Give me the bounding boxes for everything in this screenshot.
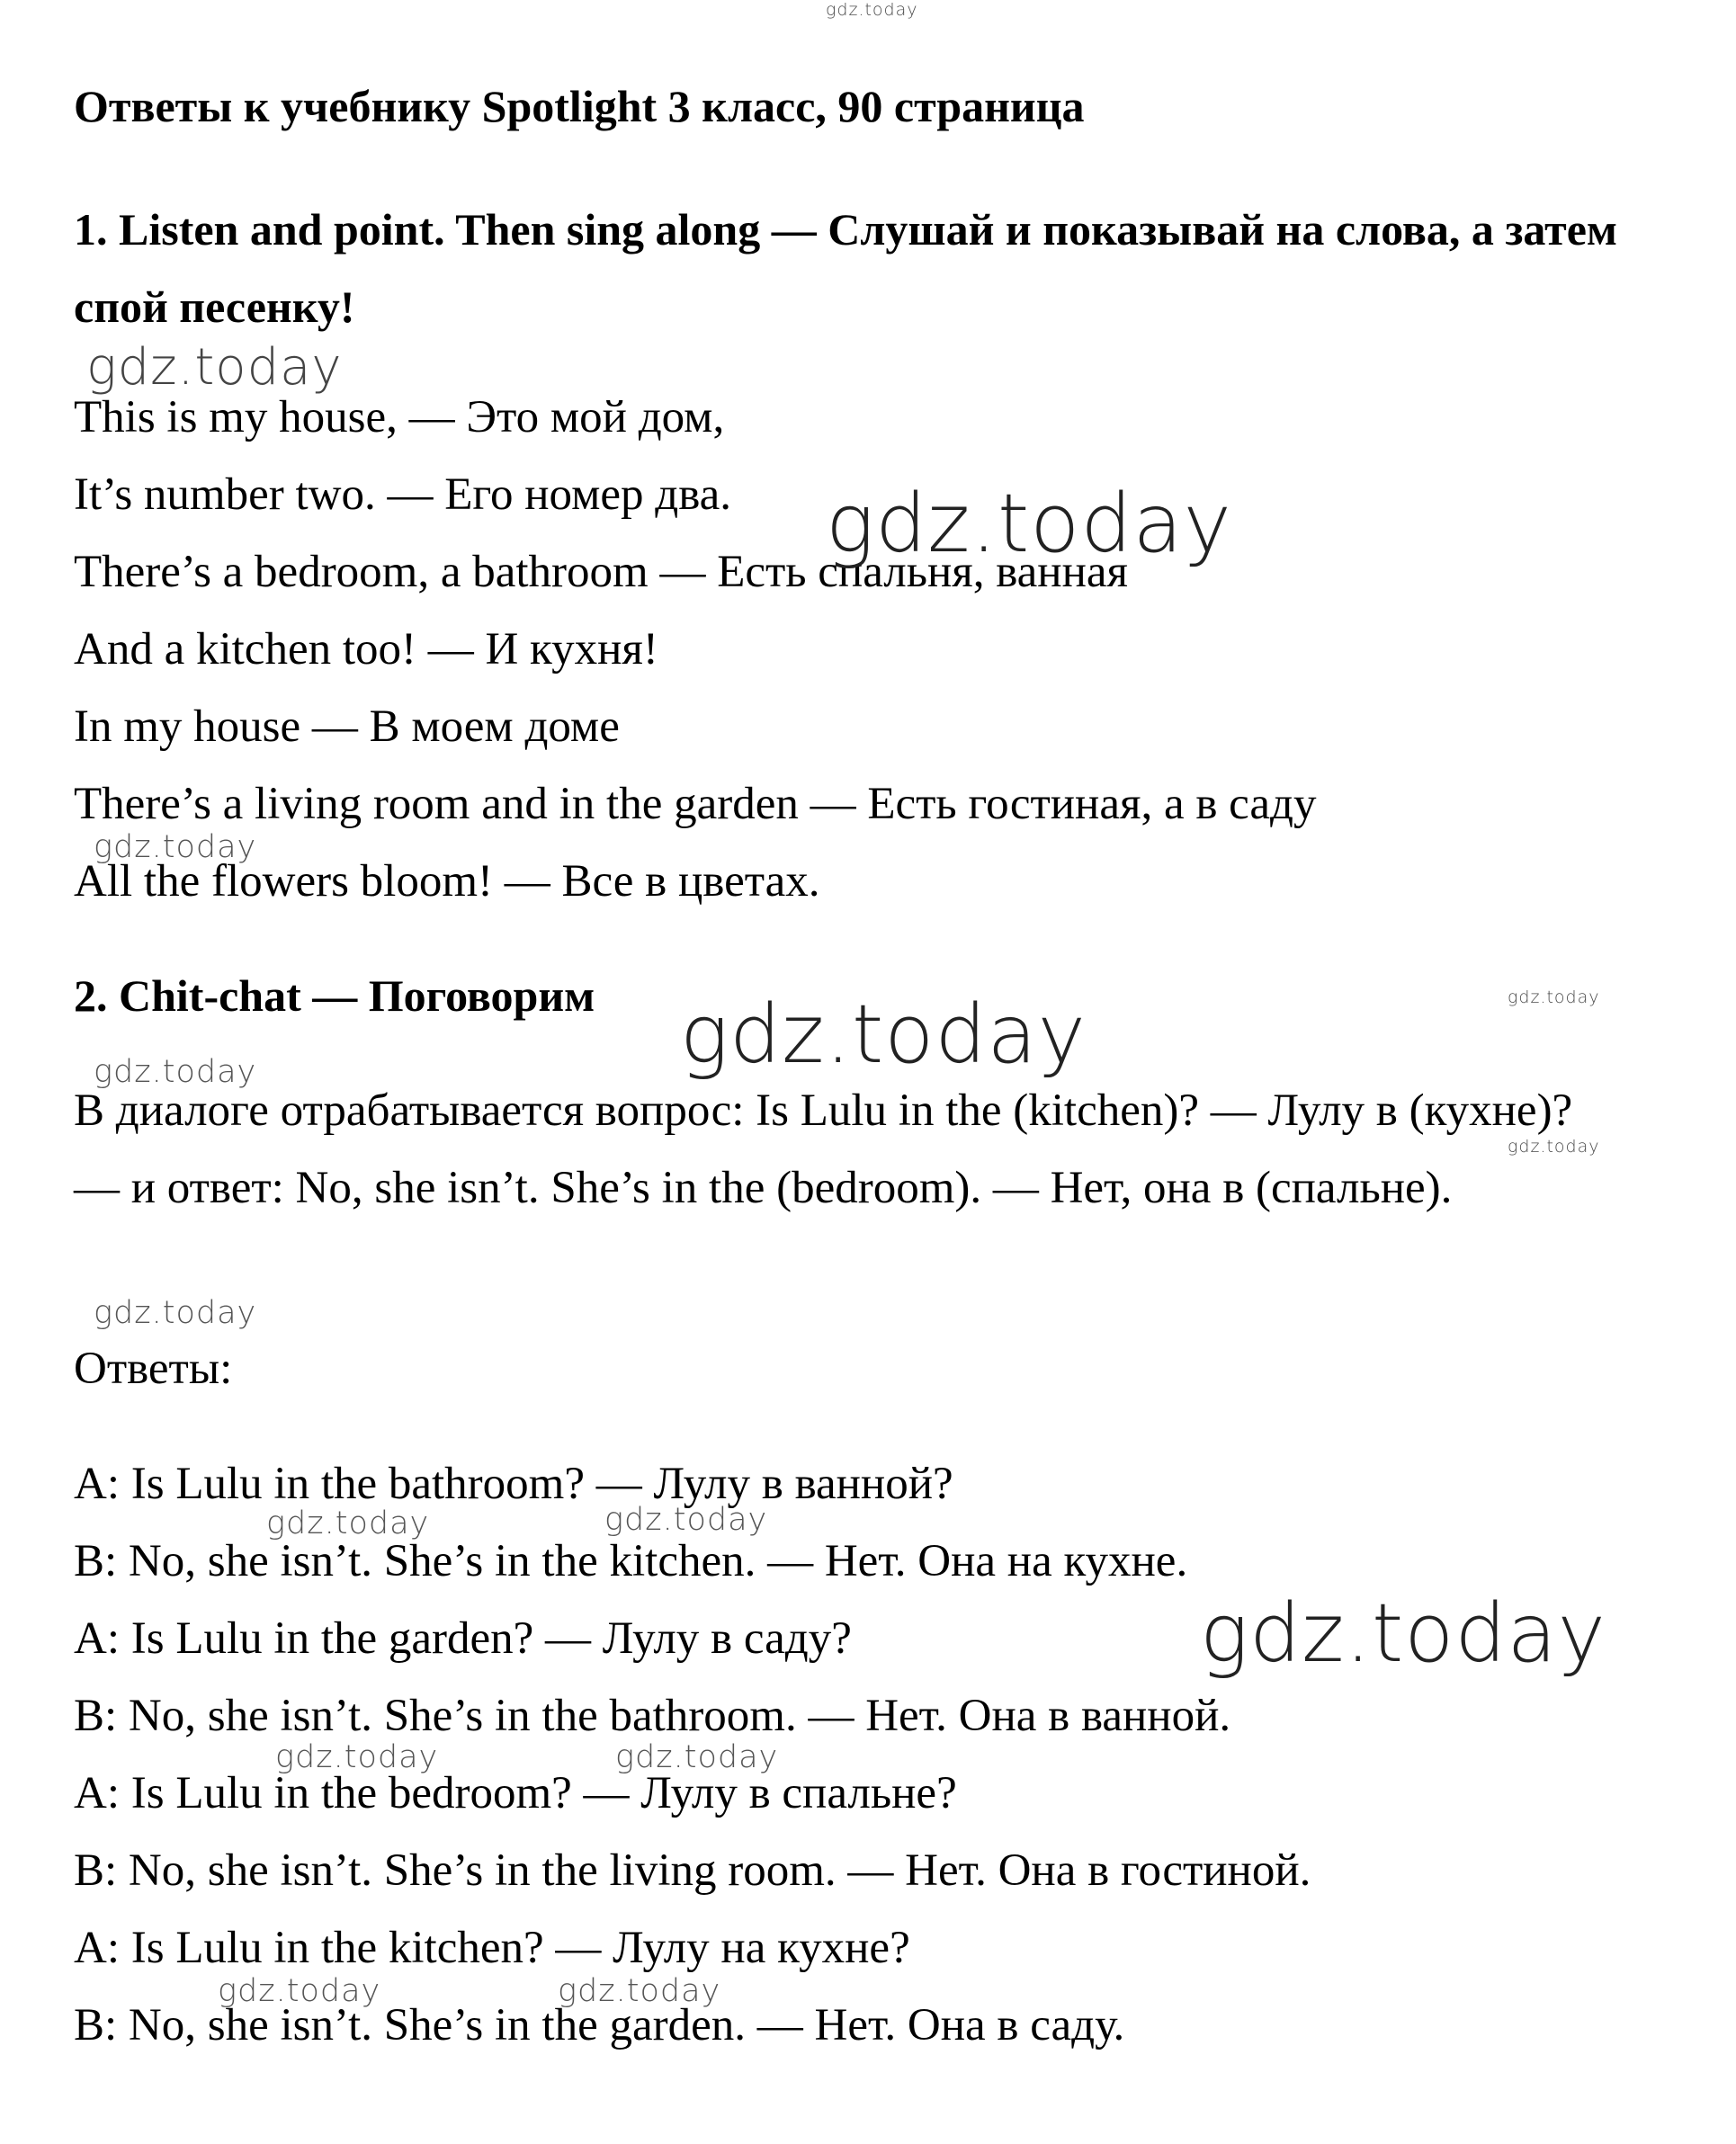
watermark: gdz.today — [94, 1054, 257, 1090]
watermark: gdz.today — [1508, 1137, 1600, 1157]
dialogue-line: B: No, she isn’t. She’s in the living room. — Нет. Она в гостиной. — [74, 1845, 1311, 1896]
watermark: gdz.today — [1508, 987, 1600, 1007]
song-line: All the flowers bloom! — Все в цветах. — [74, 856, 820, 907]
watermark: gdz.today — [558, 1973, 721, 2009]
dialogue-line: A: Is Lulu in the garden? — Лулу в саду? — [74, 1613, 852, 1664]
watermark: gdz.today — [266, 1505, 430, 1541]
dialogue-description: В диалоге отрабатывается вопрос: Is Lulu in the (kitchen)? — Лулу в (кухне)? — и ответ: No, she isn’t. She’s in the (bedroom). — Нет, она в (спальне). — [74, 1085, 1573, 1213]
song-line: This is my house, — Это мой дом, — [74, 392, 725, 442]
song-line: There’s a living room and in the garden — Есть гостиная, а в саду — [74, 779, 1317, 829]
watermark: gdz.today — [86, 338, 343, 397]
watermark: gdz.today — [826, 477, 1232, 571]
watermark: gdz.today — [1200, 1586, 1606, 1681]
watermark: gdz.today — [615, 1739, 779, 1775]
watermark: gdz.today — [94, 829, 257, 865]
page-title: Ответы к учебнику Spotlight 3 класс, 90 страница — [74, 81, 1085, 131]
watermark: gdz.today — [680, 987, 1087, 1082]
section2-heading: 2. Chit-chat — Поговорим — [74, 970, 595, 1021]
watermark: gdz.today — [218, 1973, 381, 2009]
dialogue-line: A: Is Lulu in the kitchen? — Лулу на кухне? — [74, 1923, 910, 1973]
song-line: It’s number two. — Его номер два. — [74, 469, 731, 520]
watermark: gdz.today — [94, 1295, 257, 1331]
dialogue-line: B: No, she isn’t. She’s in the garden. — Нет. Она в саду. — [74, 2000, 1125, 2050]
dialogue-line: B: No, she isn’t. She’s in the kitchen. — Нет. Она на кухне. — [74, 1536, 1188, 1586]
watermark: gdz.today — [826, 0, 918, 20]
section1-heading: 1. Listen and point. Then sing along — Слушай и показывай на слова, а затем спой песенку! — [74, 204, 1617, 332]
watermark: gdz.today — [604, 1502, 768, 1538]
watermark: gdz.today — [275, 1739, 439, 1775]
dialogue-line: A: Is Lulu in the bathroom? — Лулу в ванной? — [74, 1459, 953, 1509]
song-line: In my house — В моем доме — [74, 701, 620, 752]
song-line: And a kitchen too! — И кухня! — [74, 624, 658, 674]
answers-label: Ответы: — [74, 1344, 233, 1394]
song-line: There’s a bedroom, a bathroom — Есть спальня, ванная — [74, 547, 1128, 597]
dialogue-line: A: Is Lulu in the bedroom? — Лулу в спальне? — [74, 1768, 957, 1818]
dialogue-line: B: No, she isn’t. She’s in the bathroom. — Нет. Она в ванной. — [74, 1691, 1231, 1741]
